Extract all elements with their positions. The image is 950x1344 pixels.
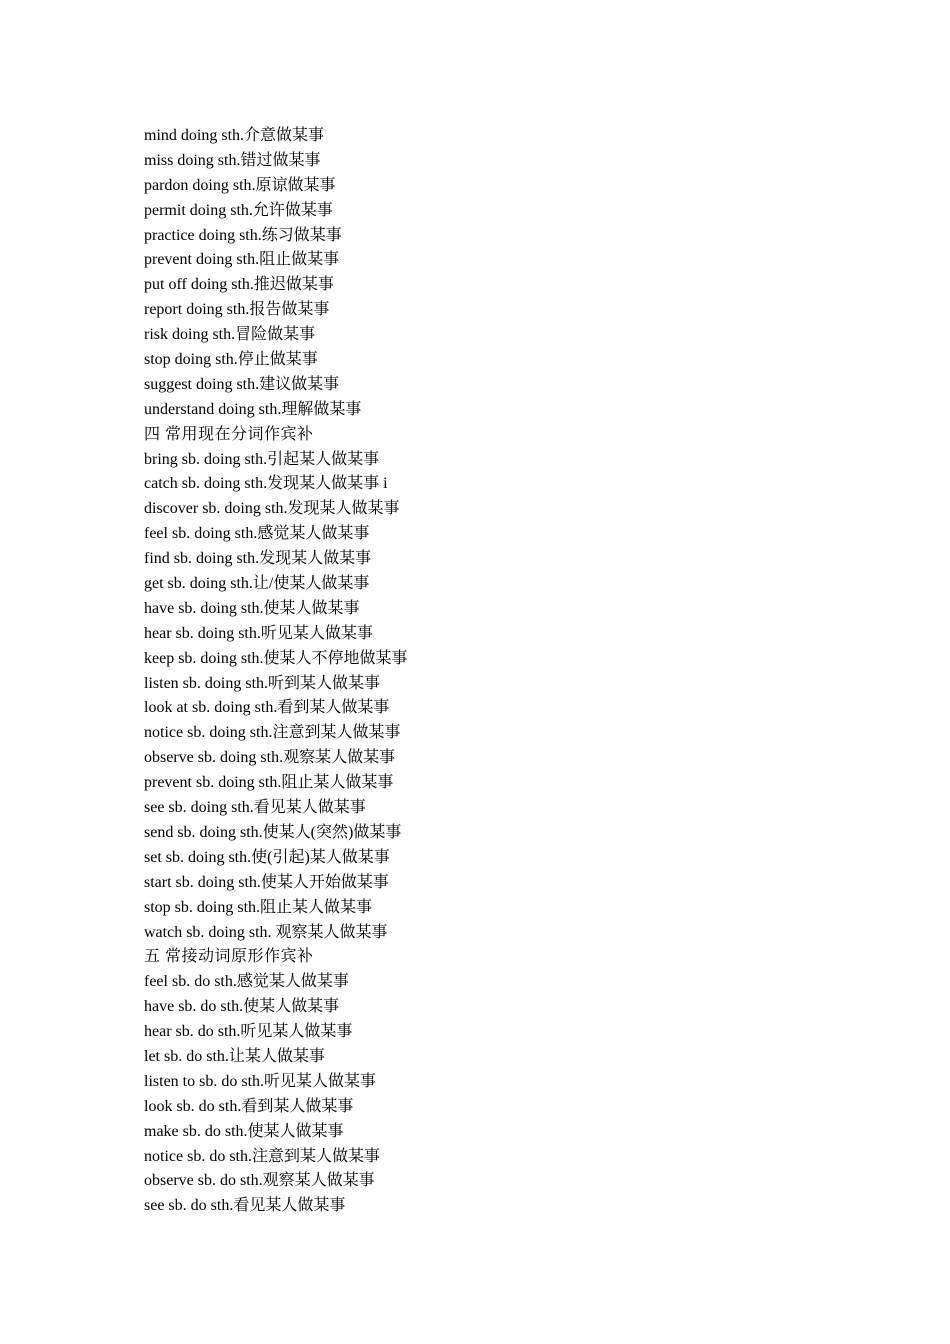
text-line: miss doing sth.错过做某事: [144, 151, 321, 169]
text-line: start sb. doing sth.使某人开始做某事: [144, 873, 389, 891]
text-line: look at sb. doing sth.看到某人做某事: [144, 699, 390, 717]
text-line: find sb. doing sth.发现某人做某事: [144, 550, 372, 568]
text-line: get sb. doing sth.让/使某人做某事: [144, 575, 370, 593]
text-line: send sb. doing sth.使某人(突然)做某事: [144, 823, 402, 841]
text-line: pardon doing sth.原谅做某事: [144, 176, 336, 194]
text-line: catch sb. doing sth.发现某人做某事 i: [144, 475, 388, 493]
text-line: stop sb. doing sth.阻止某人做某事: [144, 898, 373, 916]
text-line: see sb. doing sth.看见某人做某事: [144, 799, 366, 817]
text-line: hear sb. doing sth.听见某人做某事: [144, 624, 373, 642]
text-line: permit doing sth.允许做某事: [144, 201, 333, 219]
text-line: mind doing sth.介意做某事: [144, 127, 325, 144]
text-line: suggest doing sth.建议做某事: [144, 375, 340, 393]
text-line: bring sb. doing sth.引起某人做某事: [144, 450, 380, 468]
text-line: watch sb. doing sth. 观察某人做某事: [144, 923, 388, 941]
text-line: have sb. doing sth.使某人做某事: [144, 599, 360, 617]
text-line: put off doing sth.推迟做某事: [144, 276, 334, 294]
text-line: observe sb. doing sth.观察某人做某事: [144, 749, 396, 767]
document-body: [144, 124, 844, 1219]
section-heading: 五 常接动词原形作宾补: [144, 948, 314, 966]
section-heading: 四 常用现在分词作宾补: [144, 425, 314, 443]
text-line: stop doing sth.停止做某事: [144, 351, 318, 369]
text-line: listen sb. doing sth.听到某人做某事: [144, 674, 381, 692]
text-line: observe sb. do sth.观察某人做某事: [144, 1172, 375, 1190]
text-line: notice sb. doing sth.注意到某人做某事: [144, 724, 401, 742]
text-line: understand doing sth.理解做某事: [144, 400, 362, 418]
text-line: prevent sb. doing sth.阻止某人做某事: [144, 774, 394, 792]
text-line: report doing sth.报告做某事: [144, 301, 330, 319]
text-line: make sb. do sth.使某人做某事: [144, 1122, 344, 1140]
text-line: feel sb. do sth.感觉某人做某事: [144, 973, 349, 991]
text-line: listen to sb. do sth.听见某人做某事: [144, 1072, 377, 1090]
text-line: discover sb. doing sth.发现某人做某事: [144, 500, 400, 518]
text-line: prevent doing sth.阻止做某事: [144, 251, 340, 269]
text-line: feel sb. doing sth.感觉某人做某事: [144, 525, 370, 543]
text-line: keep sb. doing sth.使某人不停地做某事: [144, 649, 408, 667]
text-line: let sb. do sth.让某人做某事: [144, 1047, 325, 1065]
text-line: see sb. do sth.看见某人做某事: [144, 1197, 346, 1215]
text-line: risk doing sth.冒险做某事: [144, 326, 316, 344]
text-line: set sb. doing sth.使(引起)某人做某事: [144, 848, 390, 866]
text-line: look sb. do sth.看到某人做某事: [144, 1097, 354, 1115]
text-line: practice doing sth.练习做某事: [144, 226, 342, 244]
text-line: hear sb. do sth.听见某人做某事: [144, 1023, 353, 1041]
text-line: have sb. do sth.使某人做某事: [144, 998, 340, 1016]
text-line: notice sb. do sth.注意到某人做某事: [144, 1147, 380, 1165]
